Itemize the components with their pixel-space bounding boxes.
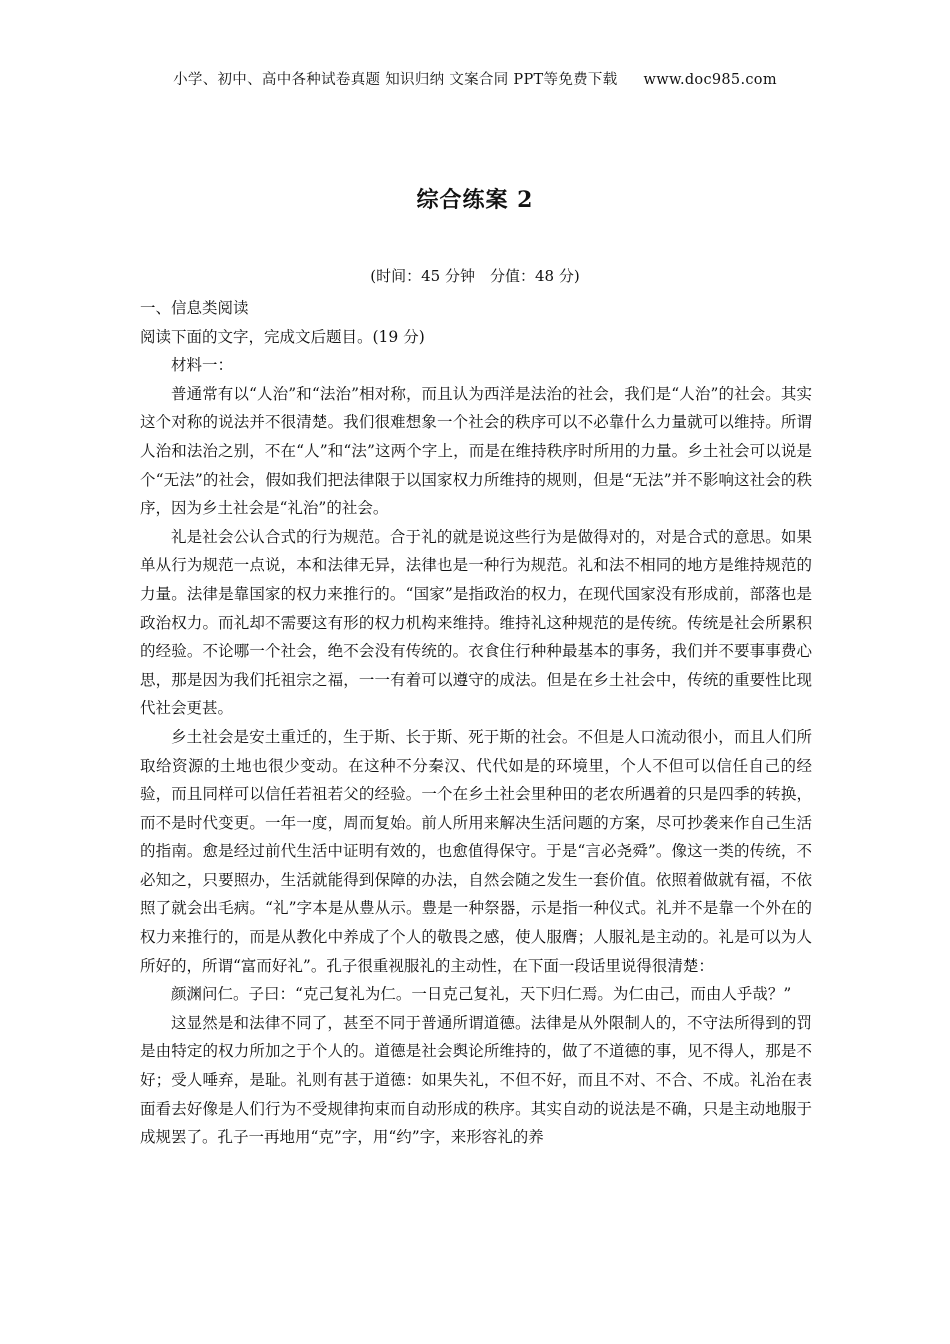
time-and-score: (时间：45 分钟 分值：48 分)	[370, 267, 580, 285]
paragraph: 颜渊问仁。子曰：“克己复礼为仁。一日克己复礼，天下归仁焉。为仁由己，而由人乎哉？”	[171, 985, 792, 1004]
header-site-link[interactable]: www.doc985.com	[643, 72, 777, 88]
document-body	[140, 294, 812, 1152]
reading-instruction: 阅读下面的文字，完成文后题目。(19 分)	[140, 327, 425, 346]
material-label: 材料一：	[171, 356, 234, 375]
page-header	[0, 68, 950, 89]
paragraph: 礼是社会公认合式的行为规范。合于礼的就是说这些行为是做得对的，对是合式的意思。如果单从行为规范一点说，本和法律无异，法律也是一种行为规范。礼和法不相同的地方是维持规范的力量。法律是靠国家的权力来推行的。“国家”是指政治的权力，在现代国家没有形成前，部落也是政治权力。而礼却不需要这有形的权力机构来维持。维持礼这种规范的是传统。传统是社会所累积的经验。不论哪一个社会，绝不会没有传统的。衣食住行种种最基本的事务，我们并不要事事费心思，那是因为我们托祖宗之福，一一有着可以遵守的成法。但是在乡土社会中，传统的重要性比现代社会更甚。	[140, 527, 812, 718]
paragraph: 这显然是和法律不同了，甚至不同于普通所谓道德。法律是从外限制人的，不守法所得到的罚是由特定的权力所加之于个人的。道德是社会舆论所维持的，做了不道德的事，见不得人，那是不好；受人唾弃，是耻。礼则有甚于道德：如果失礼，不但不好，而且不对、不合、不成。礼治在表面看去好像是人们行为不受规律拘束而自动形成的秩序。其实自动的说法是不确，只是主动地服于成规罢了。孔子一再地用“克”字，用“约”字，来形容礼的养	[140, 1013, 812, 1147]
section-heading: 一、信息类阅读	[140, 299, 249, 317]
paragraph: 普通常有以“人治”和“法治”相对称，而且认为西洋是法治的社会，我们是“人治”的社会。其实这个对称的说法并不很清楚。我们很难想象一个社会的秩序可以不必靠什么力量就可以维持。所谓人治和法治之别，不在“人”和“法”这两个字上，而是在维持秩序时所用的力量。乡土社会可以说是个“无法”的社会，假如我们把法律限于以国家权力所维持的规则，但是“无法”并不影响这社会的秩序，因为乡土社会是“礼治”的社会。	[140, 384, 812, 518]
document-title: 综合练案 2	[416, 187, 534, 213]
header-ad-text: 小学、初中、高中各种试卷真题 知识归纳 文案合同 PPT等免费下载	[173, 72, 618, 88]
paragraph: 乡土社会是安土重迁的，生于斯、长于斯、死于斯的社会。不但是人口流动很小，而且人们所取给资源的土地也很少变动。在这种不分秦汉、代代如是的环境里，个人不但可以信任自己的经验，而且同样可以信任若祖若父的经验。一个在乡土社会里种田的老农所遇着的只是四季的转换，而不是时代变更。一年一度，周而复始。前人所用来解决生活问题的方案，尽可抄袭来作自己生活的指南。愈是经过前代生活中证明有效的，也愈值得保守。于是“言必尧舜”。像这一类的传统，不必知之，只要照办，生活就能得到保障的办法，自然会随之发生一套价值。依照着做就有福，不依照了就会出毛病。“礼”字本是从豊从示。豊是一种祭器，示是指一种仪式。礼并不是靠一个外在的权力来推行的，而是从教化中养成了个人的敬畏之感，使人服膺；人服礼是主动的。礼是可以为人所好的，所谓“富而好礼”。孔子很重视服礼的主动性，在下面一段话里说得很清楚：	[140, 727, 812, 975]
